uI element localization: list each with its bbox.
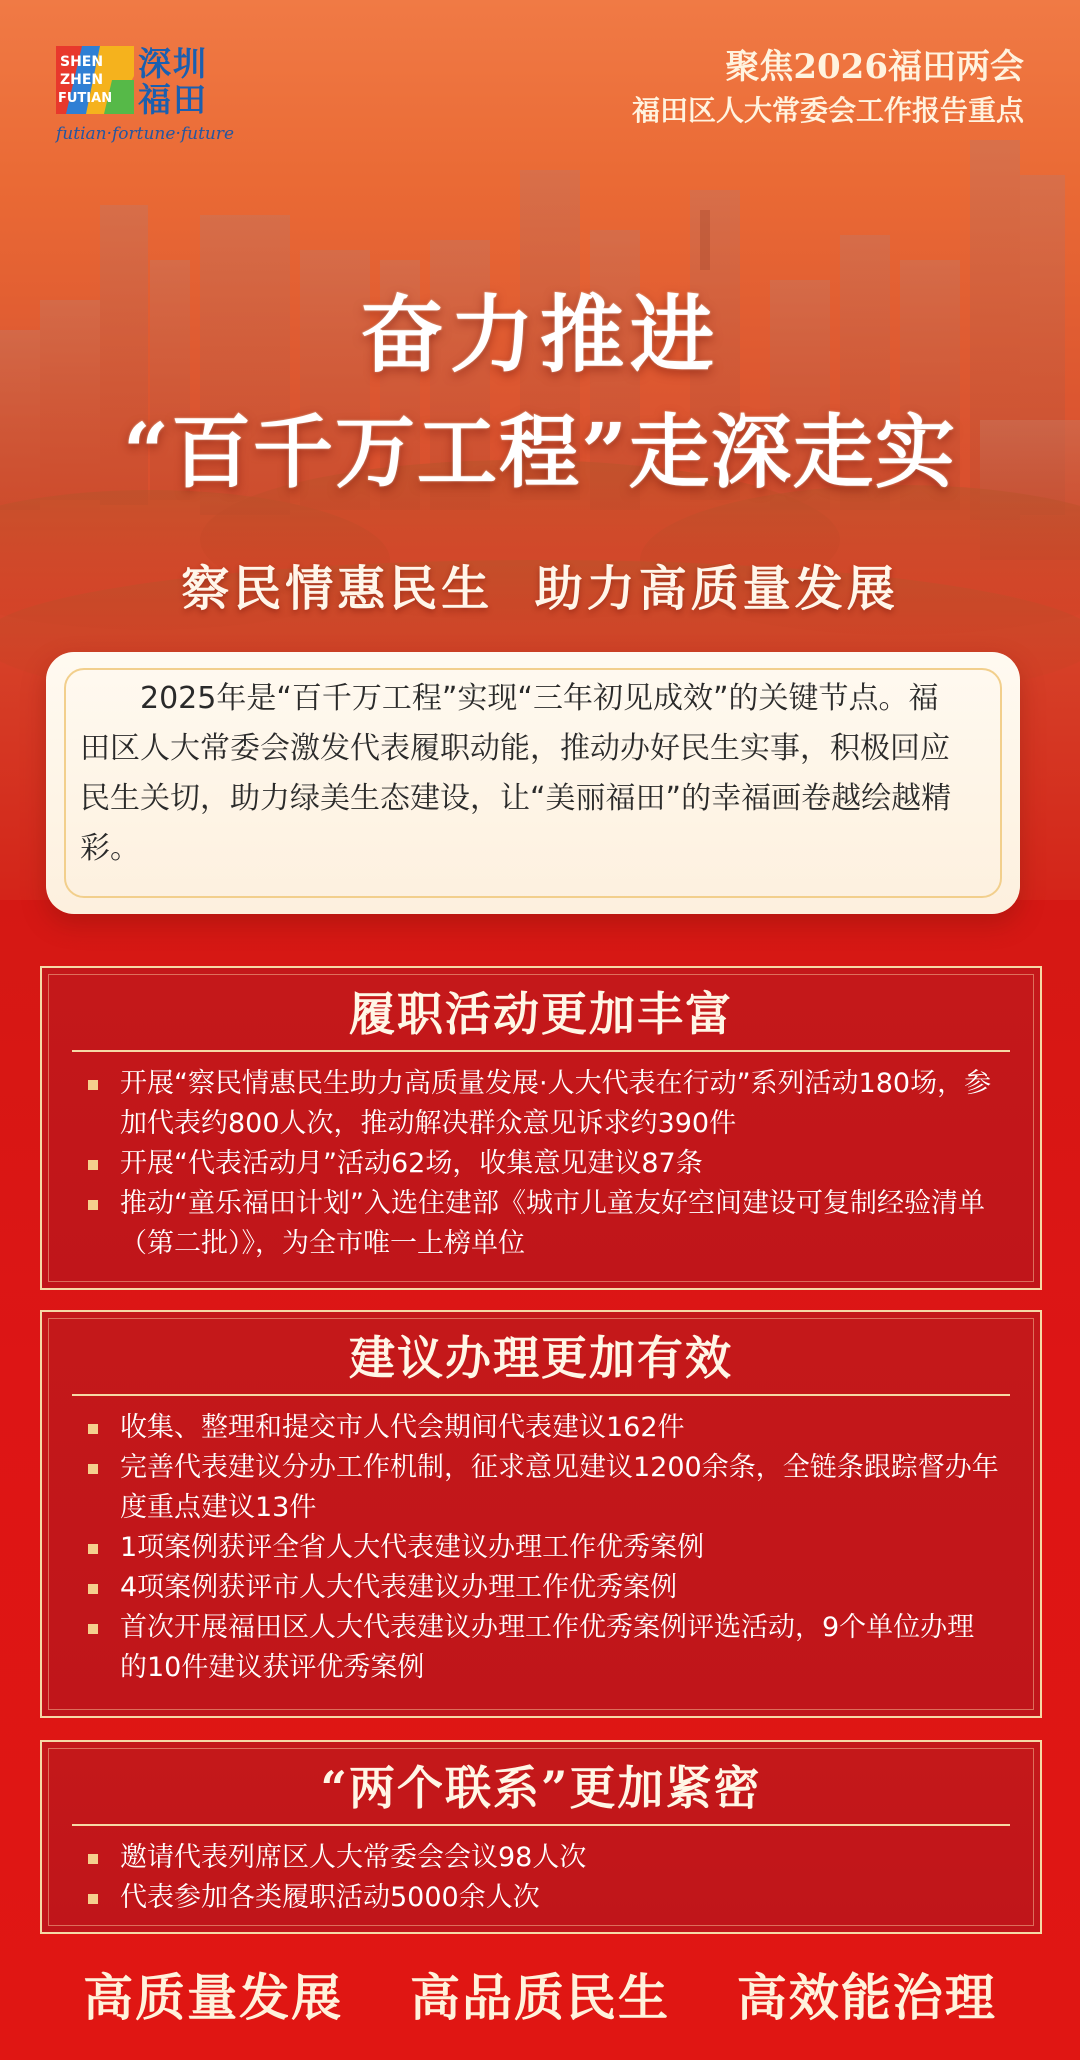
logo-name xyxy=(138,46,208,118)
headline-line2: “百千万工程”走深走实 xyxy=(122,405,958,499)
list-item xyxy=(88,1568,1000,1608)
list-item xyxy=(88,1144,1000,1184)
list-item-text: 邀请代表列席区人大常委会会议98人次 xyxy=(120,1842,587,1873)
bullet-icon xyxy=(88,1424,98,1434)
section-list xyxy=(88,1408,1000,1688)
list-item-text: 推动“童乐福田计划”入选住建部《城市儿童友好空间建设可复制经验清单（第二批）》，为全市唯一上榜单位 xyxy=(120,1188,985,1259)
list-item xyxy=(88,1838,1000,1878)
logo-mark-line2: ZHEN xyxy=(60,72,104,88)
list-item-text: 4项案例获评市人大代表建议办理工作优秀案例 xyxy=(120,1572,678,1603)
list-item-text: 开展“代表活动月”活动62场，收集意见建议87条 xyxy=(120,1148,703,1179)
section-title: 履职活动更加丰富 xyxy=(349,987,733,1041)
list-item xyxy=(88,1184,1000,1264)
list-item-text: 1项案例获评全省人大代表建议办理工作优秀案例 xyxy=(120,1532,705,1563)
list-item xyxy=(88,1408,1000,1448)
logo-mark-line3: FUTIAN xyxy=(58,91,113,106)
header-caption xyxy=(632,44,1024,132)
section-performance-activities xyxy=(40,966,1042,1290)
section-divider xyxy=(72,1050,1010,1052)
intro-card xyxy=(46,652,1020,914)
list-item xyxy=(88,1064,1000,1144)
header-line1: 聚焦2026福田两会 xyxy=(725,47,1024,87)
logo-tagline: futian·fortune·future xyxy=(56,124,235,144)
shenzhen-futian-logo xyxy=(56,44,235,156)
section-divider xyxy=(72,1394,1010,1396)
list-item-text: 开展“察民情惠民生助力高质量发展·人大代表在行动”系列活动180场，参加代表约800人次，推动解决群众意见诉求约390件 xyxy=(120,1068,992,1139)
list-item xyxy=(88,1528,1000,1568)
footer-slogan: 高质量发展 高品质民生 高效能治理 xyxy=(83,1968,997,2027)
bullet-icon xyxy=(88,1200,98,1210)
bullet-icon xyxy=(88,1894,98,1904)
bullet-icon xyxy=(88,1584,98,1594)
headline-subtitle: 察民情惠民生 助力高质量发展 xyxy=(181,561,899,617)
logo-mark-line1: SHEN xyxy=(60,54,104,70)
logo-name-line2: 福田 xyxy=(138,80,208,119)
bullet-icon xyxy=(88,1624,98,1634)
section-list xyxy=(88,1838,1000,1918)
section-divider xyxy=(72,1824,1010,1826)
intro-text: 2025年是“百千万工程”实现“三年初见成效”的关键节点。福田区人大常委会激发代表履职动能，推动办好民生实事，积极回应民生关切，助力绿美生态建设，让“美丽福田”的幸福画卷越绘越精彩。 xyxy=(80,681,952,866)
bullet-icon xyxy=(88,1854,98,1864)
list-item-text: 首次开展福田区人大代表建议办理工作优秀案例评选活动，9个单位办理的10件建议获评优秀案例 xyxy=(120,1612,975,1683)
bullet-icon xyxy=(88,1464,98,1474)
list-item xyxy=(88,1608,1000,1688)
logo-name-line1: 深圳 xyxy=(138,44,208,83)
section-suggestion-handling xyxy=(40,1310,1042,1718)
header-line2: 福田区人大常委会工作报告重点 xyxy=(631,94,1024,127)
section-title: 建议办理更加有效 xyxy=(349,1331,733,1385)
bullet-icon xyxy=(88,1080,98,1090)
bullet-icon xyxy=(88,1160,98,1170)
list-item xyxy=(88,1878,1000,1918)
list-item-text: 代表参加各类履职活动5000余人次 xyxy=(120,1882,540,1913)
headline-line1: 奋力推进 xyxy=(359,285,720,384)
section-title: “两个联系”更加紧密 xyxy=(320,1761,762,1815)
list-item-text: 完善代表建议分办工作机制，征求意见建议1200余条，全链条跟踪督办年度重点建议13件 xyxy=(120,1452,999,1523)
futian-logo-icon xyxy=(56,46,134,114)
section-list xyxy=(88,1064,1000,1264)
section-two-connections xyxy=(40,1740,1042,1934)
list-item-text: 收集、整理和提交市人代会期间代表建议162件 xyxy=(120,1412,685,1443)
list-item xyxy=(88,1448,1000,1528)
bullet-icon xyxy=(88,1544,98,1554)
